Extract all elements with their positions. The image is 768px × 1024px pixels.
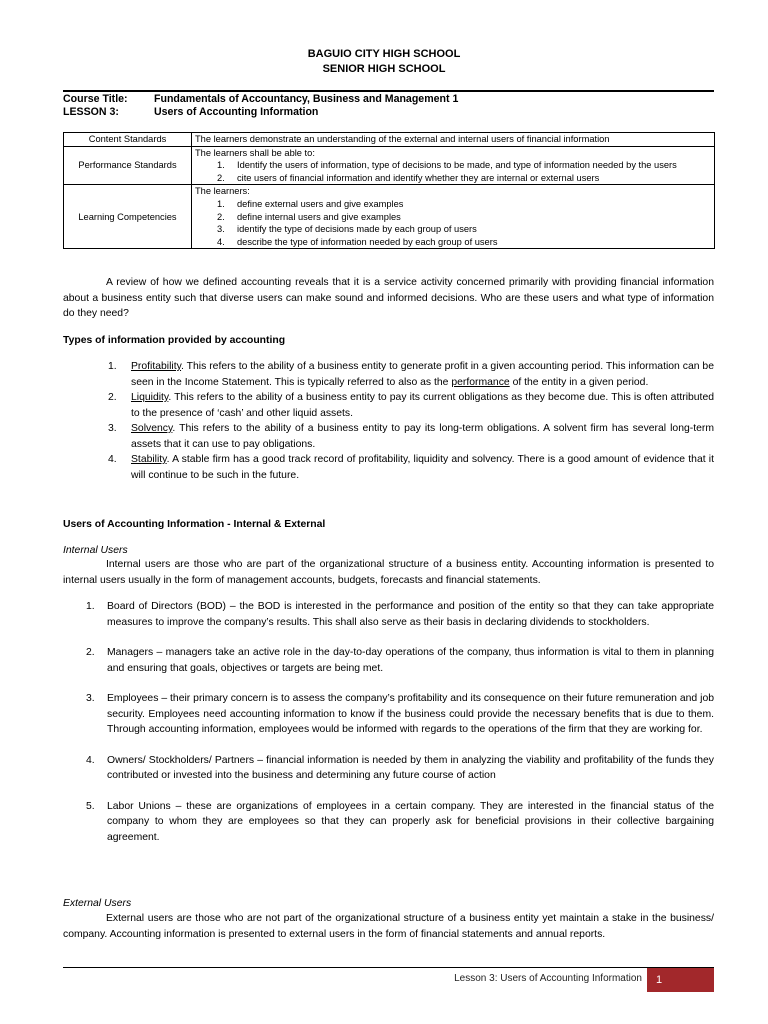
list-item: 2. define internal users and give examples bbox=[217, 211, 401, 222]
list-item: 5. Labor Unions – these are organizations of employees in a certain company. They are interested in the financial status of the company to whom they are employees so that they can properly ask for beneficial provisions in their collective bargaining agreement. bbox=[86, 800, 714, 843]
list-item: 4. Stability. A stable firm has a good track record of profitability, liquidity and solvency. There is a good amount of evidence that it will continue to be such in the future. bbox=[108, 454, 714, 481]
list-item: 1. define external users and give examples bbox=[217, 198, 404, 209]
list-item: 1. Profitability. This refers to the ability of a business entity to generate profit in a given accounting period. This information can be seen in the Income Statement. This is typically referred to also as the performance of the entity in a given period. bbox=[108, 361, 714, 388]
list-item: 3. Solvency. This refers to the ability of a business entity to pay its long-term obligations. A solvent firm has several long-term assets that it can use to pay obligations. bbox=[108, 423, 714, 450]
competencies-intro: The learners: bbox=[195, 186, 250, 197]
learning-competencies-cell bbox=[192, 185, 715, 249]
list-item: 4. Owners/ Stockholders/ Partners – financial information is needed by them in analyzing the viability and profitability of the funds they contributed or invested into the business and determining any future course of action bbox=[86, 754, 714, 781]
school-name: BAGUIO CITY HIGH SCHOOL bbox=[307, 48, 461, 60]
competencies-list bbox=[195, 198, 711, 248]
content-standards-text: The learners demonstrate an understanding of the external and internal users of financial information bbox=[192, 133, 715, 147]
content-standards-row bbox=[64, 133, 715, 147]
internal-users-definition: Internal users are those who are part of the organizational structure of a business entity. Accounting information is presented to internal users usually in the form of management accounts, budgets, forecasts and financial statements. bbox=[63, 559, 714, 586]
lesson-label: LESSON 3: bbox=[63, 106, 119, 118]
lesson-value: Users of Accounting Information bbox=[154, 106, 319, 118]
learning-competencies-label: Learning Competencies bbox=[64, 185, 192, 249]
course-title-value: Fundamentals of Accountancy, Business and Management 1 bbox=[154, 93, 459, 105]
footer-rule bbox=[63, 967, 714, 968]
list-item: 4. describe the type of information needed by each group of users bbox=[217, 236, 498, 247]
intro-paragraph: A review of how we defined accounting reveals that it is a service activity concerned primarily with providing financial information about a business entity such that diverse users can make sound and informed decisions. Who are these users and what type of information do they need? bbox=[63, 277, 714, 319]
list-item: 3. identify the type of decisions made by each group of users bbox=[217, 224, 477, 235]
users-heading: Users of Accounting Information - Internal & External bbox=[63, 519, 326, 530]
external-users-title: External Users bbox=[63, 898, 132, 909]
types-list bbox=[108, 359, 714, 483]
term-liquidity: Liquidity bbox=[131, 392, 169, 403]
list-item: 2. Liquidity. This refers to the ability of a business entity to pay its current obligations as they become due. This is often attributed to the presence of ‘cash’ and other liquid assets. bbox=[108, 392, 714, 419]
internal-users-list bbox=[86, 599, 714, 845]
page-number-badge bbox=[647, 968, 714, 992]
list-item: 1. Board of Directors (BOD) – the BOD is interested in the performance and position of the entity so that they can take appropriate measures to improve the company’s results. This shall also serve as their basis in declaring dividends to stockholders. bbox=[86, 601, 714, 628]
course-title-label: Course Title: bbox=[63, 93, 128, 105]
performance-standards-cell bbox=[192, 146, 715, 185]
external-users-definition: External users are those who are not part of the organizational structure of a business entity yet maintain a stake in the business/ company. Accounting information is presented to external users in the form of financial statements and annual reports. bbox=[63, 913, 714, 940]
list-item: 1. Identify the users of information, type of decisions to be made, and type of information needed by the users bbox=[217, 160, 677, 171]
learning-competencies-row bbox=[64, 185, 715, 249]
term-solvency: Solvency bbox=[131, 423, 173, 434]
term-stability: Stability bbox=[131, 454, 167, 465]
types-heading: Types of information provided by accounting bbox=[63, 335, 286, 346]
page-number: 1 bbox=[656, 974, 663, 986]
footer-lesson-title: Lesson 3: Users of Accounting Information bbox=[454, 973, 642, 984]
term-profitability: Profitability bbox=[131, 361, 182, 372]
performance-intro: The learners shall be able to: bbox=[195, 147, 315, 158]
term-performance: performance bbox=[451, 376, 510, 388]
content-standards-label: Content Standards bbox=[64, 133, 192, 147]
performance-standards-label: Performance Standards bbox=[64, 146, 192, 185]
performance-list bbox=[195, 159, 711, 184]
school-division: SENIOR HIGH SCHOOL bbox=[322, 63, 446, 75]
standards-table bbox=[63, 132, 715, 249]
list-item: 2. cite users of financial information and identify whether they are internal or external users bbox=[217, 172, 600, 183]
performance-standards-row bbox=[64, 146, 715, 185]
list-item: 2. Managers – managers take an active role in the day-to-day operations of the company, thus information is vital to them in planning and ensuring that goals, objectives or targets are being met. bbox=[86, 647, 714, 674]
internal-users-title: Internal Users bbox=[63, 545, 128, 556]
header-rule bbox=[63, 90, 714, 92]
list-item: 3. Employees – their primary concern is to assess the company’s profitability and its consequence on their future remuneration and job security. Employees need accounting information to know if the business could provide the necessary benefits that is due to them. Through accounting information, employees would be informed with regards to the operations of the firm that they are working for. bbox=[86, 693, 714, 735]
